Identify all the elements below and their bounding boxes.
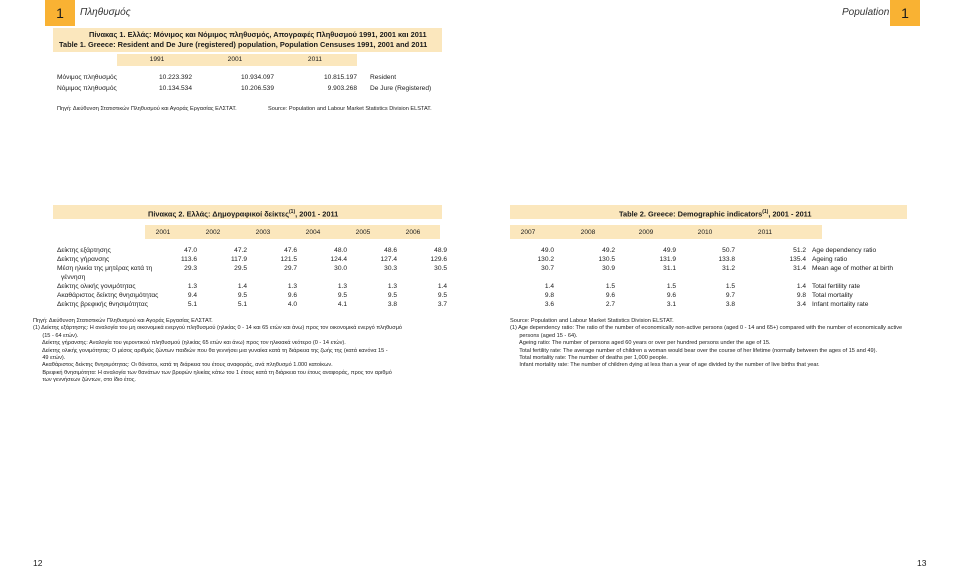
row-label-el: Μέση ηλικία της μητέρας κατά τη	[57, 265, 153, 272]
table-cell: 9.5	[387, 292, 397, 299]
table-cell: 3.8	[725, 301, 735, 308]
table-cell: 30.5	[434, 265, 447, 272]
table-cell: 31.1	[663, 265, 676, 272]
chapter-title-left: Πληθυσμός	[80, 7, 131, 18]
table2-year: 2007	[520, 229, 536, 236]
table2-year: 2004	[305, 229, 321, 236]
table2-year: 2006	[405, 229, 421, 236]
table-cell: 9.6	[666, 292, 676, 299]
table-cell: 121.5	[280, 256, 297, 263]
note-line: persons (aged 15 - 64).	[510, 332, 578, 339]
table-cell: 1.3	[387, 283, 397, 290]
table-cell: 133.8	[718, 256, 735, 263]
table2-year: 2001	[155, 229, 171, 236]
table-cell: 9.5	[337, 292, 347, 299]
table-cell: 47.2	[234, 247, 247, 254]
table-cell: 1.5	[666, 283, 676, 290]
table-cell: 1.3	[287, 283, 297, 290]
table-cell: 1.4	[437, 283, 447, 290]
note-line: Total fertility rate: The average number of children a woman would bear over the course of her lifetime (normally between the ages of 15 and 49).	[510, 347, 878, 354]
table-cell: 49.2	[602, 247, 615, 254]
table-cell: 30.0	[334, 265, 347, 272]
note-line: Source: Population and Labour Market Statistics Division ELSTAT.	[510, 318, 674, 324]
table-cell: 9.8	[796, 292, 806, 299]
table-cell: 9.4	[187, 292, 197, 299]
row-label-el: Μόνιμος πληθυσμός	[57, 74, 117, 81]
chapter-number-left: 1	[45, 0, 75, 26]
row-label-en: Infant mortality rate	[812, 301, 869, 308]
table-cell: 9.6	[605, 292, 615, 299]
table1-source-el: Πηγή: Διεύθυνση Στατιστικών Πληθυσμού και Αγοράς Εργασίας ΕΛΣΤΑΤ.	[57, 106, 237, 112]
table-cell: 10.206.539	[240, 85, 274, 92]
table-cell: 124.4	[330, 256, 347, 263]
table-cell: 31.2	[722, 265, 735, 272]
note-line: (15 - 64 ετών).	[33, 332, 79, 339]
table-cell: 4.0	[287, 301, 297, 308]
table-cell: 48.6	[384, 247, 397, 254]
table-cell: 47.6	[284, 247, 297, 254]
note-line: Ακαθάριστος δείκτης θνησιμότητας: Οι θάνατοι, κατά τη διάρκεια του έτους αναφοράς, ανά πληθυσμό 1.000 κατοίκων.	[33, 362, 333, 369]
table-cell: 129.6	[430, 256, 447, 263]
row-label-el: Δείκτης ολικής γονιμότητας	[57, 283, 136, 290]
table-cell: 49.0	[541, 247, 554, 254]
table-cell: 29.3	[184, 265, 197, 272]
row-label-en: Total mortality	[812, 292, 853, 299]
note-line: των γεννήσεων ζώντων, στο ίδιο έτος.	[33, 377, 136, 384]
row-label-en: Mean age of mother at birth	[812, 265, 894, 272]
table-cell: 9.5	[437, 292, 447, 299]
row-label-en: Ageing ratio	[812, 256, 848, 263]
table-cell: 1.4	[237, 283, 247, 290]
table2-year: 2011	[757, 229, 773, 236]
row-label-en: Age dependency ratio	[812, 247, 877, 254]
table2-year: 2009	[638, 229, 654, 236]
row-label-el: Δείκτης γήρανσης	[57, 256, 110, 263]
note-line: Ageing ratio: The number of persons aged 60 years or over per hundred persons under the age of 15.	[510, 340, 771, 347]
table-cell: 130.5	[598, 256, 615, 263]
table-cell: 5.1	[237, 301, 247, 308]
row-label-el: Δείκτης εξάρτησης	[57, 247, 111, 254]
table2-year-band-left	[145, 225, 440, 239]
table-cell: 51.2	[793, 247, 806, 254]
table-cell: 29.7	[284, 265, 297, 272]
table-cell: 30.3	[384, 265, 397, 272]
table2-year: 2002	[205, 229, 221, 236]
table-cell: 117.9	[230, 256, 247, 263]
note-line: (1) Age dependency ratio: The ratio of the number of economically non-active persons (aged 0 - 14 and 65+) compared with the number of economically active	[510, 325, 903, 332]
table-cell: 135.4	[789, 256, 806, 263]
note-line: 49 ετών).	[33, 355, 66, 361]
row-label-en: De Jure (Registered)	[370, 85, 432, 92]
row-label-el-cont: γέννηση	[61, 274, 86, 281]
table-cell: 1.4	[796, 283, 806, 290]
table2-year: 2003	[255, 229, 271, 236]
row-label-en: Resident	[370, 74, 397, 81]
table-cell: 9.7	[725, 292, 735, 299]
table-cell: 3.8	[387, 301, 397, 308]
table2-year: 2008	[580, 229, 596, 236]
table-cell: 5.1	[187, 301, 197, 308]
table-cell: 48.0	[334, 247, 347, 254]
table-cell: 31.4	[793, 265, 806, 272]
table2-title-en: Table 2. Greece: Demographic indicators$^{(1)}$, 2001 - 2011	[619, 209, 812, 219]
table-cell: 1.5	[605, 283, 615, 290]
table1-title-el: Πίνακας 1. Ελλάς: Μόνιμος και Νόμιμος πληθυσμός, Απογραφές Πληθυσμού 1991, 2001 και 2011	[89, 30, 427, 39]
table-cell: 130.2	[537, 256, 554, 263]
table-cell: 4.1	[337, 301, 347, 308]
table-cell: 9.8	[544, 292, 554, 299]
note-line: Δείκτης ολικής γονιμότητας: Ο μέσος αριθμός ζώντων παιδιών που θα γεννήσει μια γυναίκα κατά τη διάρκεια της ζωής της (κατά κανόνα 15 -	[33, 347, 388, 354]
note-line: Δείκτης γήρανσης: Αναλογία του γεροντικού πληθυσμού (ηλικίας 65 ετών και άνω) προς τον ηλικιακά νεότερο (0 - 14 ετών).	[33, 340, 346, 347]
row-label-el: Νόμιμος πληθυσμός	[57, 85, 117, 92]
row-label-en: Total fertility rate	[812, 283, 861, 290]
note-line: Infant mortality rate: The number of children dying at less than a year of age divided by the number of live births that year.	[510, 362, 820, 369]
note-line: Πηγή: Διεύθυνση Στατιστικών Πληθυσμού και Αγοράς Εργασίας ΕΛΣΤΑΤ.	[33, 318, 213, 324]
table2-year: 2010	[697, 229, 713, 236]
table1-year: 2011	[307, 56, 323, 63]
table-cell: 49.9	[663, 247, 676, 254]
table-cell: 30.9	[602, 265, 615, 272]
table-cell: 2.7	[605, 301, 615, 308]
table-cell: 50.7	[722, 247, 735, 254]
table-cell: 10.934.097	[240, 74, 274, 81]
table-cell: 9.5	[237, 292, 247, 299]
page-number-left: 12	[33, 558, 43, 568]
chapter-number-right: 1	[890, 0, 920, 26]
page-number-right: 13	[917, 558, 927, 568]
table-cell: 47.0	[184, 247, 197, 254]
table-cell: 1.5	[725, 283, 735, 290]
table-cell: 1.3	[187, 283, 197, 290]
table-cell: 48.9	[434, 247, 447, 254]
table2-year: 2005	[355, 229, 371, 236]
row-label-el: Ακαθάριστος δείκτης θνησιμότητας	[57, 292, 159, 299]
table-cell: 9.6	[287, 292, 297, 299]
table1-source-en: Source: Population and Labour Market Statistics Division ELSTAT.	[268, 106, 432, 112]
table-cell: 10.815.197	[323, 74, 357, 81]
table-cell: 127.4	[380, 256, 397, 263]
table1-title-en: Table 1. Greece: Resident and De Jure (registered) population, Population Censuses 1991, 2001 and 2011	[59, 40, 428, 49]
row-label-el: Δείκτης βρεφικής θνησιμότητας	[57, 301, 148, 308]
note-line: Βρεφική θνησιμότητα: Η αναλογία των θανάτων των βρεφών ηλικίας κάτω του 1 έτους κατά τη διάρκεια του έτους αναφοράς, προς τον αριθμό	[33, 369, 392, 376]
table-cell: 113.6	[180, 256, 197, 263]
table-cell: 3.6	[544, 301, 554, 308]
table-cell: 3.7	[437, 301, 447, 308]
table-cell: 9.903.268	[327, 85, 357, 92]
note-line: Total mortality rate: The number of deaths per 1,000 people.	[510, 355, 668, 361]
chapter-title-right: Population	[842, 7, 890, 18]
table-cell: 1.3	[337, 283, 347, 290]
table-cell: 3.4	[796, 301, 806, 308]
table-cell: 29.5	[234, 265, 247, 272]
table2-title-el: Πίνακας 2. Ελλάς: Δημογραφικοί δείκτες$^{(1)}$, 2001 - 2011	[148, 209, 339, 219]
note-line: (1) Δείκτης εξάρτησης: Η αναλογία του μη οικονομικά ενεργού πληθυσμού (ηλικίας 0 - 14 και 65 ετών και άνω) προς τον οικονομικά ενεργό πληθυσμό	[33, 325, 403, 332]
table1-year: 2001	[227, 56, 243, 63]
table-cell: 10.223.392	[158, 74, 192, 81]
table1-year: 1991	[149, 56, 165, 63]
table-cell: 30.7	[541, 265, 554, 272]
table-cell: 3.1	[666, 301, 676, 308]
table-cell: 10.134.534	[158, 85, 192, 92]
table-cell: 1.4	[544, 283, 554, 290]
table-cell: 131.9	[659, 256, 676, 263]
